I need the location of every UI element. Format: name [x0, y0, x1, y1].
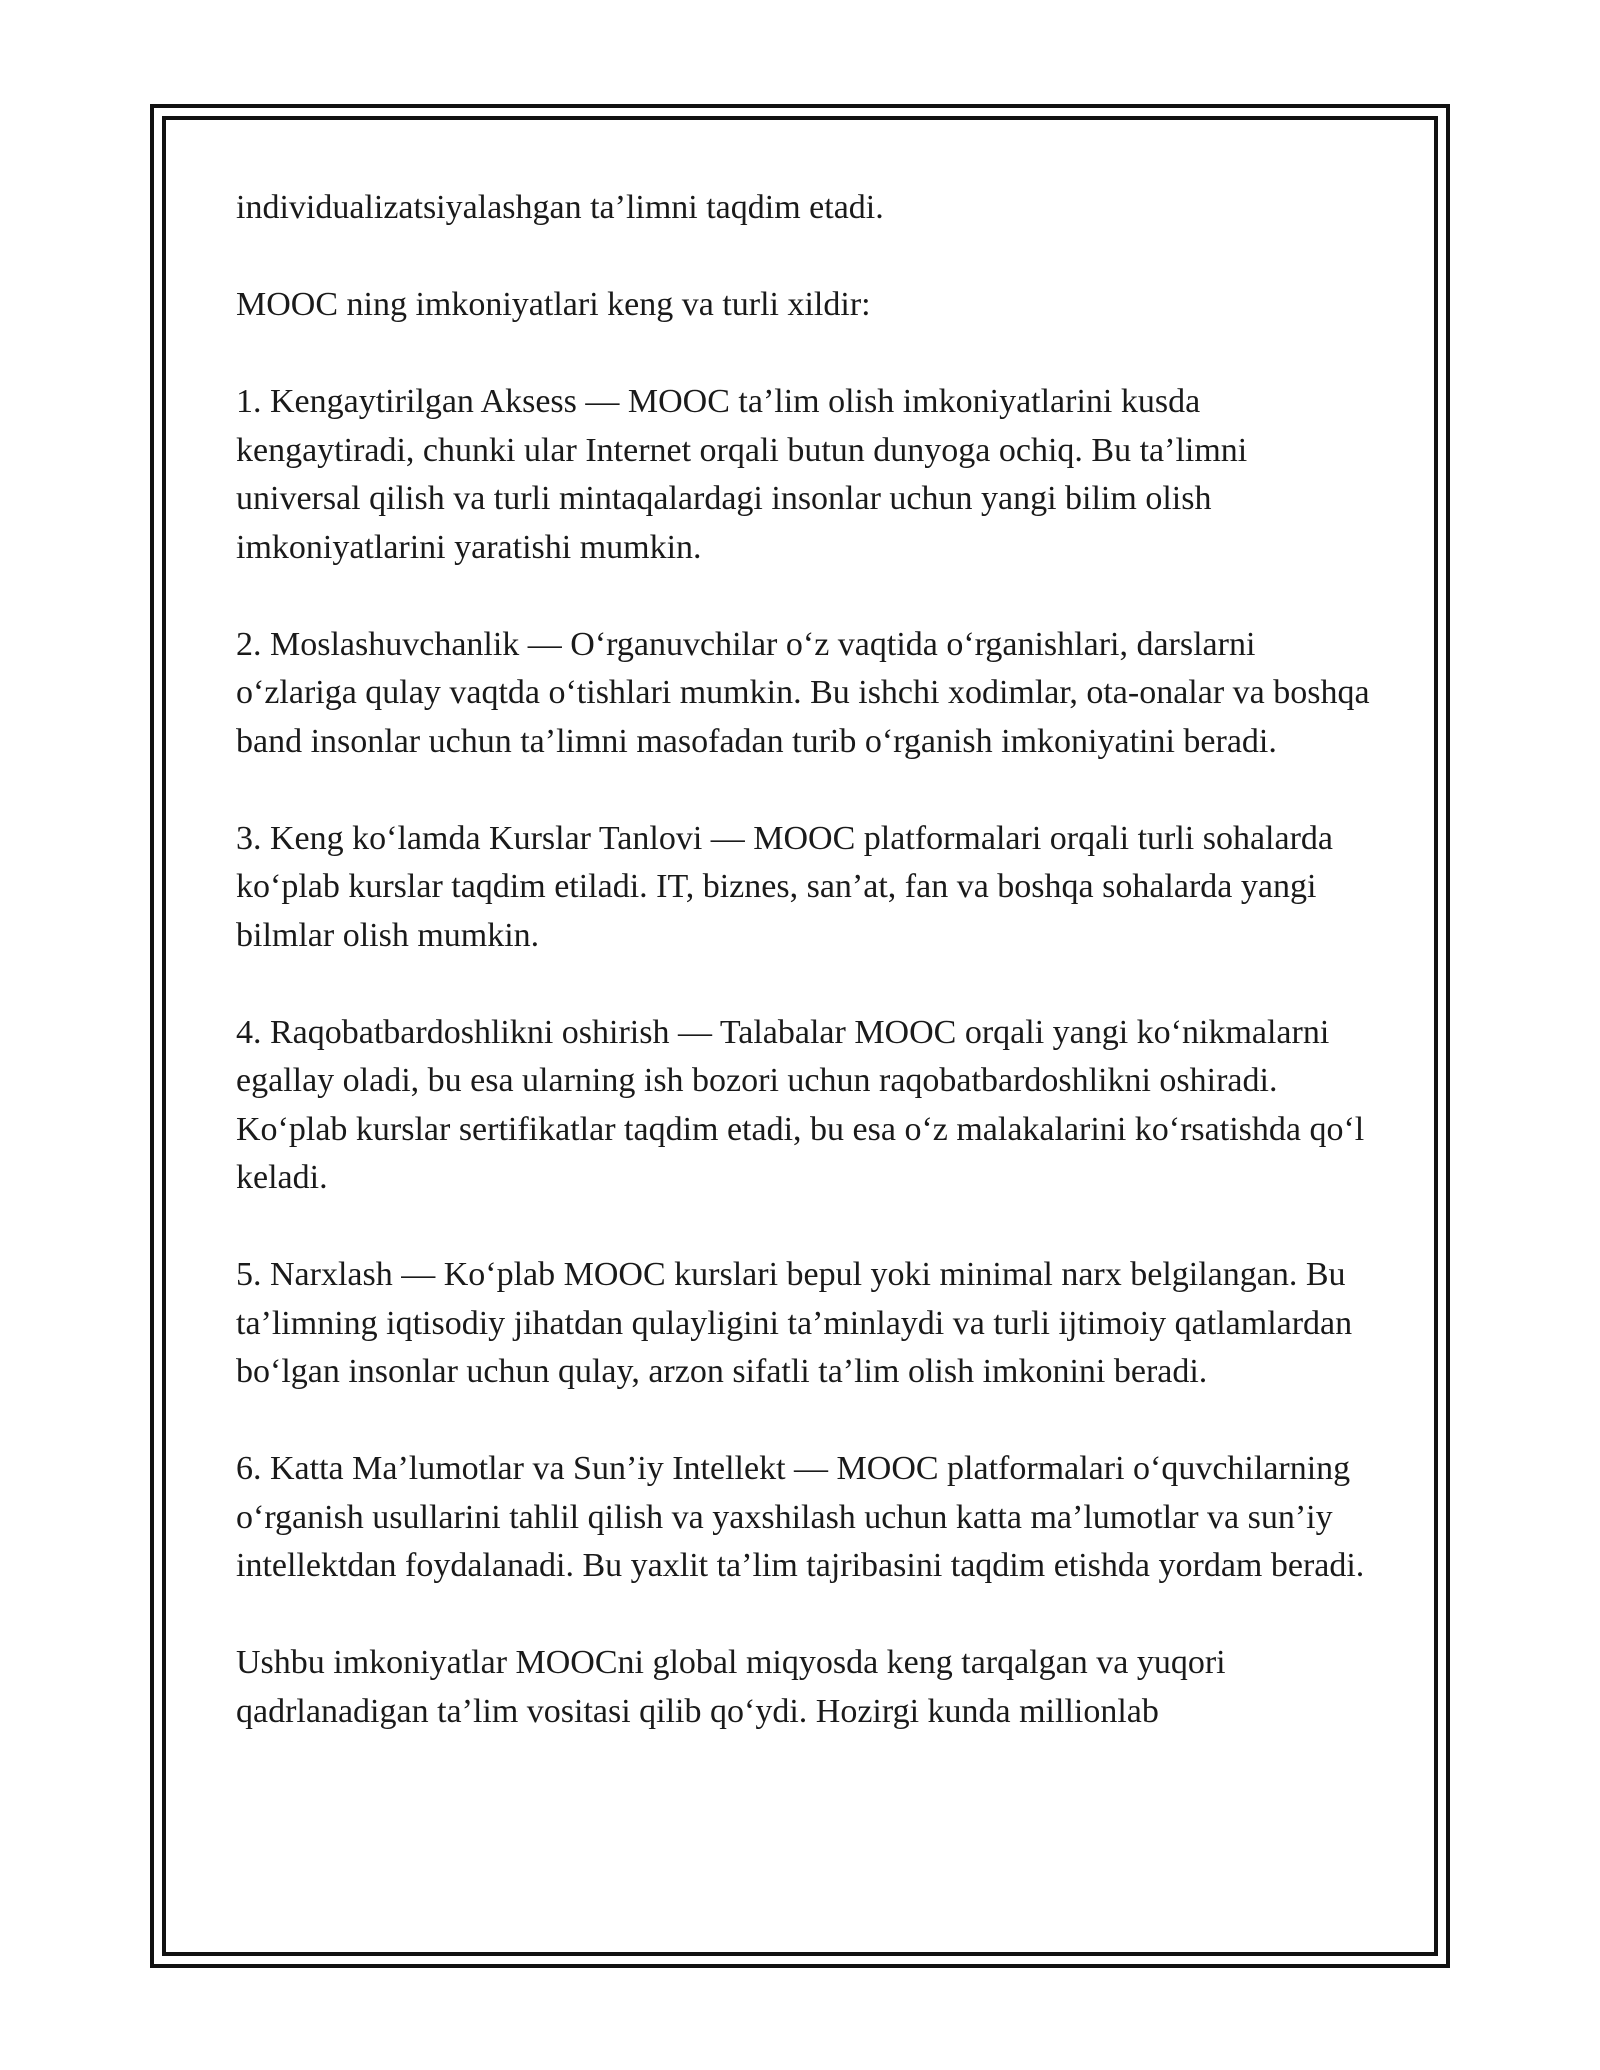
list-item-pricing: 5. Narxlash — Ko‘plab MOOC kurslari bepul yoki minimal narx belgilangan. Bu ta’limning iqtisodiy jihatdan qulayligini ta’minlaydi va turli ijtimoiy qatlamlardan bo‘lgan insonlar uchun qulay, arzon sifatli ta’lim olish imkonini beradi. [236, 1256, 1353, 1390]
list-item-competitiveness: 4. Raqobatbardoshlikni oshirish — Talabalar MOOC orqali yangi ko‘nikmalarni egallay oladi, bu esa ularning ish bozori uchun raqobatbardoshlikni oshiradi. Ko‘plab kurslar sertifikatlar taqdim etadi, bu esa o‘z malakalarini ko‘rsatishda qo‘l keladi. [236, 1013, 1365, 1196]
document-body [236, 184, 1376, 1736]
list-item-course-selection: 3. Keng ko‘lamda Kurslar Tanlovi — MOOC platformalari orqali turli sohalarda ko‘plab kurslar taqdim etiladi. IT, biznes, san’at, fan va boshqa sohalarda yangi bilmlar olish mumkin. [236, 819, 1333, 954]
paragraph-mooc-capabilities-heading: MOOC ning imkoniyatlari keng va turli xildir: [236, 286, 871, 323]
paragraph-conclusion: Ushbu imkoniyatlar MOOCni global miqyosda keng tarqalgan va yuqori qadrlanadigan ta’lim vositasi qilib qo‘ydi. Hozirgi kunda millionlab [236, 1644, 1226, 1730]
list-item-flexibility: 2. Moslashuvchanlik — O‘rganuvchilar o‘z vaqtida o‘rganishlari, darslarni o‘zlariga qulay vaqtda o‘tishlari mumkin. Bu ishchi xodimlar, ota-onalar va boshqa band insonlar uchun ta’limni masofadan turib o‘rganish imkoniyatini beradi. [236, 625, 1370, 760]
list-item-big-data-ai: 6. Katta Ma’lumotlar va Sun’iy Intellekt — MOOC platformalari o‘quvchilarning o‘rganish usullarini tahlil qilish va yaxshilash uchun katta ma’lumotlar va sun’iy intellektdan foydalanadi. Bu yaxlit ta’lim tajribasini taqdim etishda yordam beradi. [236, 1450, 1365, 1584]
list-item-extended-access: 1. Kengaytirilgan Aksess — MOOC ta’lim olish imkoniyatlarini kusda kengaytiradi, chunki ular Internet orqali butun dunyoga ochiq. Bu ta’limni universal qilish va turli mintaqalardagi insonlar uchun yangi bilim olish imkoniyatlarini yaratishi mumkin. [236, 383, 1248, 566]
paragraph-intro-continuation: individualizatsiyalashgan ta’limni taqdim etadi. [236, 189, 884, 226]
